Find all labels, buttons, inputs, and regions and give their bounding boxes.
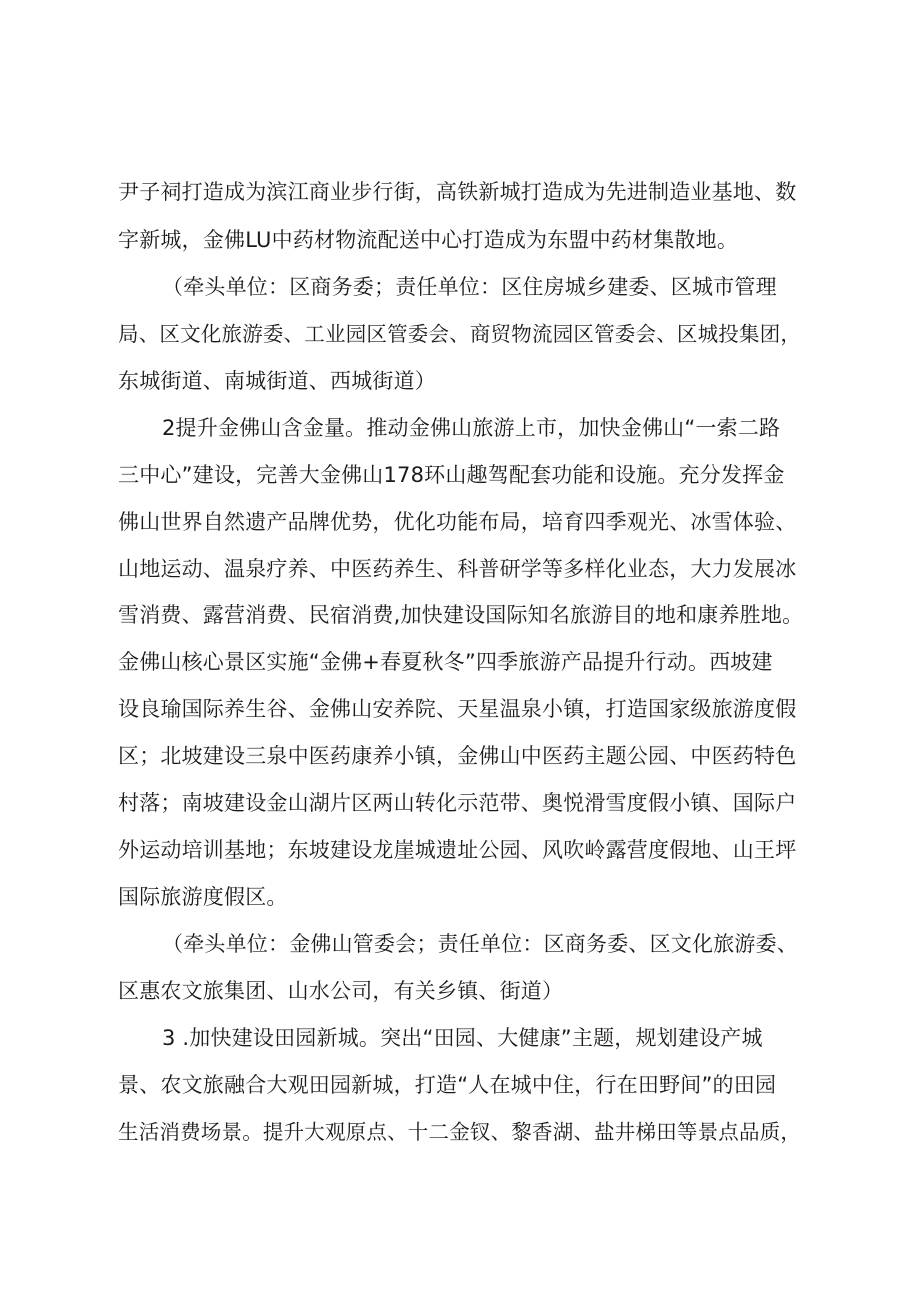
text-line: 佛山世界自然遗产品牌优势，优化功能布局，培育四季观光、冰雪体验、 xyxy=(118,510,797,534)
text-line: 生活消费场景。提升大观原点、十二金钗、黎香湖、盐井梯田等景点品质， xyxy=(118,1120,802,1144)
text-line: 村落；南坡建设金山湖片区两山转化示范带、奥悦滑雪度假小镇、国际户 xyxy=(118,791,797,815)
text-line: 山地运动、温泉疗养、中医药养生、科普研学等多样化业态，大力发展冰 xyxy=(118,557,797,581)
text-line: 3 .加快建设田园新城。突出“田园、大健康”主题，规划建设产城 xyxy=(162,1026,763,1050)
text-line: 2提升金佛山含金量。推动金佛山旅游上市，加快金佛山“一索二路 xyxy=(162,416,781,440)
text-line: 金佛山核心景区实施“金佛+春夏秋冬”四季旅游产品提升行动。西坡建 xyxy=(118,650,773,674)
text-line: 三中心”建设，完善大金佛山178环山趣驾配套功能和设施。充分发挥金 xyxy=(118,463,785,487)
text-line: 区；北坡建设三泉中医药康养小镇，金佛山中医药主题公园、中医药特色 xyxy=(118,744,797,768)
text-line: （牵头单位：区商务委；责任单位：区住房城乡建委、区城市管理 xyxy=(162,275,777,299)
text-line: （牵头单位：金佛山管委会；责任单位：区商务委、区文化旅游委、 xyxy=(162,932,798,956)
text-line: 局、区文化旅游委、工业园区管委会、商贸物流园区管委会、区城投集团， xyxy=(118,322,802,346)
text-line: 东城街道、南城街道、西城街道） xyxy=(118,369,436,393)
text-line: 国际旅游度假区。 xyxy=(118,885,288,909)
text-line: 尹子祠打造成为滨江商业步行街，高铁新城打造成为先进制造业基地、数 xyxy=(118,180,797,204)
text-line: 设良瑜国际养生谷、金佛山安养院、天星温泉小镇，打造国家级旅游度假 xyxy=(118,697,797,721)
text-line: 字新城，金佛LU中药材物流配送中心打造成为东盟中药材集散地。 xyxy=(118,228,739,252)
text-line: 外运动培训基地；东坡建设龙崖城遗址公园、风吹岭露营度假地、山王坪 xyxy=(118,838,797,862)
text-line: 区惠农文旅集团、山水公司，有关乡镇、街道） xyxy=(118,979,564,1003)
text-line: 雪消费、露营消费、民宿消费,加快建设国际知名旅游目的地和康养胜地。 xyxy=(118,603,804,627)
text-line: 景、农文旅融合大观田园新城，打造“人在城中住，行在田野间”的田园 xyxy=(118,1073,777,1097)
